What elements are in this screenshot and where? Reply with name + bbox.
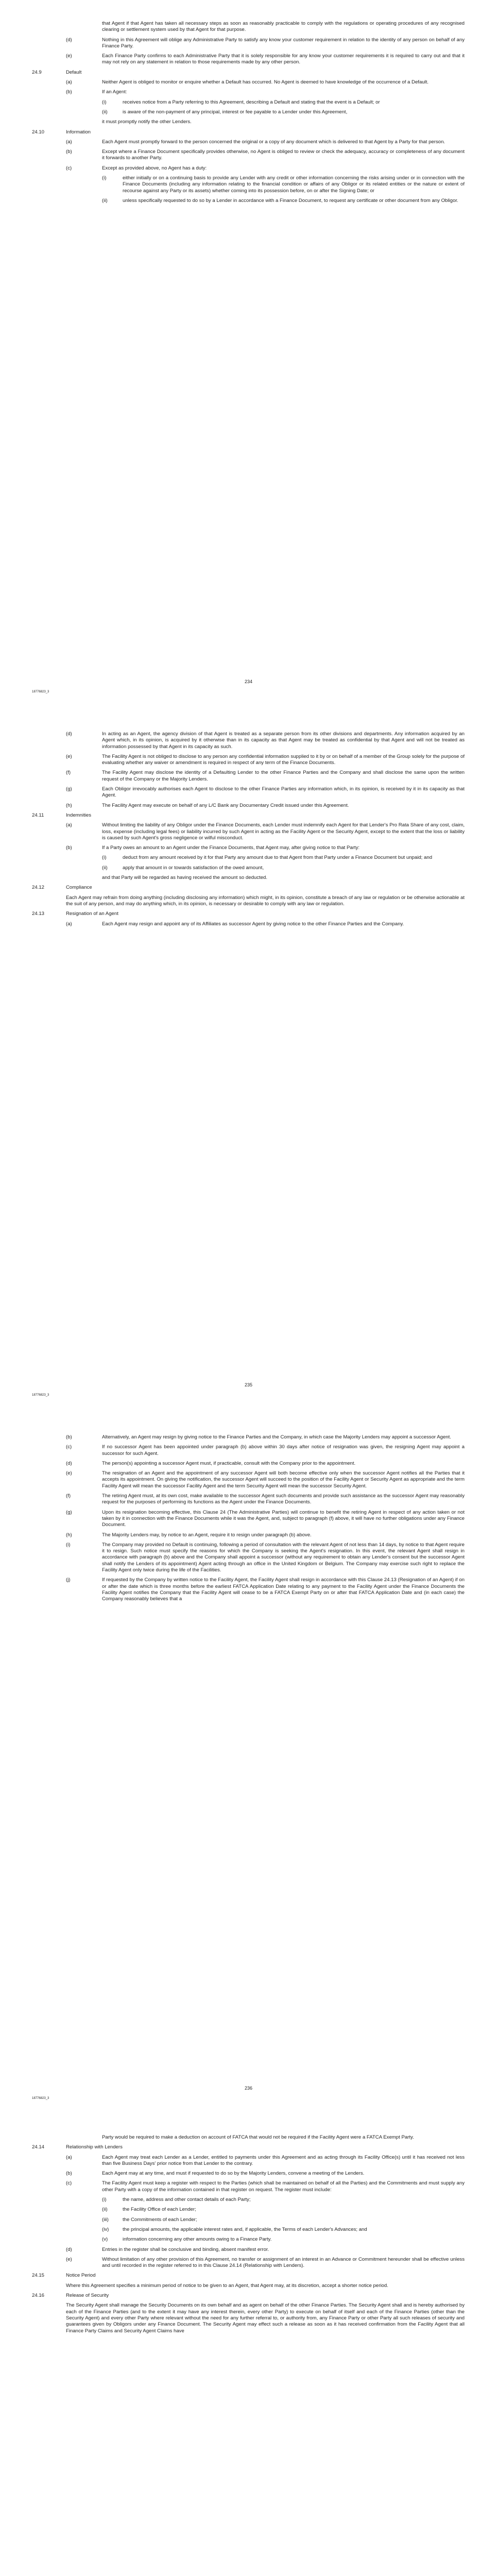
sub-paragraph-item bbox=[32, 2207, 465, 2213]
paragraph-label: (i) bbox=[66, 1541, 71, 1548]
clause-number: 24.14 bbox=[32, 2144, 45, 2150]
paragraph-label: (b) bbox=[66, 845, 72, 851]
paragraph-item bbox=[32, 1434, 465, 1440]
paragraph-label: (e) bbox=[66, 1470, 72, 1477]
paragraph-text: Neither Agent is obliged to monitor or enquire whether a Default has occurred. No Agent is deemed to have knowledge of the occurrence of a Default. bbox=[102, 79, 429, 86]
paragraph-text: The retiring Agent must, at its own cost, make available to the successor Agent such documents and provide such assistance as the successor Agent may reasonably request for the purposes of performing its functions as the Agent under the Finance Documents. bbox=[102, 1493, 465, 1505]
sub-paragraph-item bbox=[32, 2197, 465, 2203]
paragraph-item bbox=[32, 822, 465, 841]
paragraph-label: (g) bbox=[66, 786, 72, 792]
paragraph-item bbox=[32, 149, 465, 162]
paragraph-item bbox=[32, 89, 465, 95]
paragraph-label: (i) bbox=[102, 2197, 107, 2203]
paragraph-item bbox=[32, 1510, 465, 1529]
paragraph-label: (f) bbox=[66, 770, 71, 776]
paragraph-text: The person(s) appointing a successor Agent must, if practicable, consult with the Company prior to the appointment. bbox=[102, 1460, 356, 1466]
paragraph-text: The resignation of an Agent and the appointment of any successor Agent will both become effective only when the successor Agent notifies all the Parties that it accepts its appointment. On giving the notification, the successor Agent will succeed to the position of the Facility Agent or Security Agent as appropriate and the term Facility Agent will mean the successor Facility Agent and the term Security Agent will mean the successor Security Agent. bbox=[102, 1470, 465, 1489]
clause-title: Release of Security bbox=[66, 2293, 109, 2299]
paragraph-label: (e) bbox=[66, 753, 72, 759]
sub-paragraph-item bbox=[32, 2227, 465, 2233]
clause-title: Information bbox=[66, 129, 91, 135]
paragraph-label: (c) bbox=[66, 2180, 72, 2187]
paragraph-label: (ii) bbox=[102, 2207, 108, 2213]
continuation-text: and that Party will be regarded as having received the amount so deducted. bbox=[102, 875, 268, 881]
paragraph-text: In acting as an Agent, the agency division of that Agent is treated as a separate person from its other divisions and departments. Any information acquired by an Agent which, in its opinion, is acquired by it otherwise than in its capacity as that Agent may be treated as confidential by that Agent and will not be treated as information possessed by that Agent in its capacity as such. bbox=[102, 731, 465, 750]
sub-paragraph-item bbox=[32, 855, 465, 861]
clause-number: 24.10 bbox=[32, 129, 45, 135]
paragraph-item bbox=[32, 1461, 465, 1467]
paragraph-label: (iv) bbox=[102, 2226, 109, 2232]
paragraph-text: unless specifically requested to do so by a Lender in accordance with a Finance Document, to request any certificate or other document from any Obligor. bbox=[123, 197, 458, 204]
clause-heading bbox=[32, 2293, 465, 2299]
paragraph-label: (a) bbox=[66, 822, 72, 828]
paragraph-text: apply that amount in or towards satisfaction of the owed amount, bbox=[123, 865, 264, 871]
sub-paragraph-item bbox=[32, 2217, 465, 2223]
continuation-text: it must promptly notify the other Lenders. bbox=[102, 119, 192, 125]
paragraph-text: Except as provided above, no Agent has a duty: bbox=[102, 165, 207, 171]
clause-heading bbox=[32, 129, 465, 135]
paragraph-item bbox=[32, 37, 465, 50]
paragraph-text: The Company may provided no Default is continuing, following a period of consultation with the relevant Agent of not less than 14 days, by notice to that Agent require it to resign. Such notice must specify the reasons for which the Company is seeking the Agent's resignation. In this event, the relevant Agent shall resign in accordance with paragraph (b) above and the Company shall appoint a successor (without any requirement to obtain any Lender's consent but the successor Agent shall notify the Lenders of its appointment) Agent acting through an office in the United Kingdom or Belgium. The Company may exercise such right to replace the Facility Agent only twice during the life of the Facilities. bbox=[102, 1541, 465, 1573]
paragraph-label: (i) bbox=[102, 99, 107, 105]
paragraph-label: (ii) bbox=[102, 109, 108, 115]
clause-title: Compliance bbox=[66, 885, 92, 891]
body-paragraph: The Security Agent shall manage the Security Documents on its own behalf and as agent on behalf of the other Finance Parties. The Security Agent shall and is hereby authorised by each of the Finance Parties (and to the extent it may have any interest therein, every other Party) to execute on behalf of itself and each of the Finance Parties (other than the Security Agent) and every other Party where relevant without the need for any further referral to, or authority from, any Finance Party or other Party all such releases of security and guarantees given by Obligors under any Finance Document. The Security Agent may effect such a release as soon as it has received confirmation from the Facility Agent that all Finance Party Claims and Security Agent Claims have bbox=[66, 2302, 465, 2334]
paragraph-label: (e) bbox=[66, 53, 72, 59]
clause-title: Default bbox=[66, 69, 82, 75]
paragraph-item bbox=[32, 845, 465, 851]
paragraph-label: (b) bbox=[66, 89, 72, 95]
sub-paragraph-item bbox=[32, 109, 465, 115]
sub-paragraph-item bbox=[32, 175, 465, 194]
paragraph-text: Without limiting the liability of any Obligor under the Finance Documents, each Lender must indemnify each Agent for that Lender's Pro Rata Share of any cost, claim, loss, expense (including legal fees) or liability incurred by such Agent in acting as the Facility Agent or the Security Agent, except to the extent that the loss or liability is caused by such Agent's gross negligence or wilful misconduct. bbox=[102, 822, 465, 841]
footer-ref: 18776823_3 bbox=[32, 690, 49, 693]
paragraph-label: (d) bbox=[66, 731, 72, 737]
page-236 bbox=[0, 1406, 497, 2110]
page-234 bbox=[0, 0, 497, 703]
paragraph-label: (a) bbox=[66, 921, 72, 927]
page-body bbox=[32, 1434, 465, 1606]
clause-heading bbox=[32, 885, 465, 891]
paragraph-text: Each Agent must promptly forward to the person concerned the original or a copy of any document which is delivered to that Agent by a Party for that person. bbox=[102, 139, 445, 145]
paragraph-item bbox=[32, 1542, 465, 1573]
paragraph-label: (d) bbox=[66, 37, 72, 43]
paragraph-text: The Majority Lenders may, by notice to an Agent, require it to resign under paragraph (b) above. bbox=[102, 1532, 312, 1538]
clause-number: 24.11 bbox=[32, 812, 44, 818]
paragraph-text: the Commitments of each Lender; bbox=[123, 2216, 197, 2223]
paragraph-text: The Facility Agent must keep a register with respect to the Parties (which shall be maintained on behalf of all the Parties) and the Commitments and must supply any other Party with a copy of the information contained in that register on request. The register must include: bbox=[102, 2180, 465, 2193]
paragraph-label: (a) bbox=[66, 79, 72, 86]
clause-heading bbox=[32, 70, 465, 76]
paragraph-label: (h) bbox=[66, 1532, 72, 1538]
paragraph-label: (c) bbox=[66, 165, 72, 171]
paragraph-item bbox=[32, 2180, 465, 2193]
clause-heading bbox=[32, 812, 465, 819]
clause-number: 24.13 bbox=[32, 911, 45, 917]
clause-title: Resignation of an Agent bbox=[66, 911, 118, 917]
paragraph-label: (iii) bbox=[102, 2216, 109, 2223]
clause-title: Relationship with Lenders bbox=[66, 2144, 123, 2150]
paragraph-label: (f) bbox=[66, 1493, 71, 1499]
paragraph-text: receives notice from a Party referring to this Agreement, describing a Default and stating that the event is a Default; or bbox=[123, 99, 380, 105]
paragraph-item bbox=[32, 770, 465, 783]
clause-number: 24.15 bbox=[32, 2273, 45, 2279]
paragraph-label: (v) bbox=[102, 2236, 108, 2243]
paragraph-label: (e) bbox=[66, 2256, 72, 2262]
paragraph-label: (b) bbox=[66, 2171, 72, 2177]
paragraph-text: the Facility Office of each Lender; bbox=[123, 2207, 196, 2213]
continuation-text: that Agent if that Agent has taken all necessary steps as soon as reasonably practicable to comply with the regulations or operating procedures of any recognised clearing or settlement system used by that Agent for that purpose. bbox=[102, 21, 465, 33]
paragraph-text: either initially or on a continuing basis to provide any Lender with any credit or other information concerning the risks arising under or in connection with the Finance Documents (including any information relating to the financial condition or affairs of any Obligor or its related entities or the nature or extent of recourse against any Party or its assets) whether coming into its possession before, on or after the Signing Date; or bbox=[123, 175, 465, 194]
paragraph-text: deduct from any amount received by it for that Party any amount due to that Agent from that Party under a Finance Document but unpaid; and bbox=[123, 855, 433, 861]
clause-number: 24.16 bbox=[32, 2293, 45, 2299]
paragraph-item bbox=[32, 1532, 465, 1538]
paragraph-label: (ii) bbox=[102, 865, 108, 871]
paragraph-item bbox=[32, 1493, 465, 1506]
paragraph-item bbox=[32, 1444, 465, 1457]
paragraph-label: (a) bbox=[66, 2154, 72, 2160]
sub-paragraph-item bbox=[32, 865, 465, 871]
paragraph-text: Upon its resignation becoming effective, this Clause 24 (The Administrative Parties) will continue to benefit the retiring Agent in respect of any action taken or not taken by it in connection with the Finance Documents while it was the Agent, and, subject to paragraph (f) above, it will have no further obligations under any Finance Document. bbox=[102, 1509, 465, 1528]
paragraph-item bbox=[32, 2247, 465, 2253]
paragraph-text: The Facility Agent is not obliged to disclose to any person any confidential information supplied to it by or on behalf of a member of the Group solely for the purpose of evaluating whether any waiver or amendment is required in respect of any term of the Finance Documents. bbox=[102, 753, 465, 766]
paragraph-label: (ii) bbox=[102, 197, 108, 204]
paragraph-text: Nothing in this Agreement will oblige any Administrative Party to satisfy any know your customer requirement in relation to the identity of any person on behalf of any Finance Party. bbox=[102, 37, 465, 49]
body-paragraph: Where this Agreement specifies a minimum period of notice to be given to an Agent, that Agent may, at its discretion, accept a shorter notice period. bbox=[66, 2282, 388, 2289]
paragraph-label: (g) bbox=[66, 1509, 72, 1515]
continuation-text: Party would be required to make a deduction on account of FATCA that would not be required if the Facility Agent were a FATCA Exempt Party. bbox=[102, 2134, 414, 2140]
paragraph-label: (c) bbox=[66, 1444, 72, 1450]
paragraph-text: Each Obligor irrevocably authorises each Agent to disclose to the other Finance Parties any information which, in its opinion, is received by it in its capacity as that Agent. bbox=[102, 786, 465, 799]
paragraph-text: If no successor Agent has been appointed under paragraph (b) above within 30 days after notice of resignation was given, the resigning Agent may appoint a successor for such Agent. bbox=[102, 1444, 465, 1456]
body-paragraph: Each Agent may refrain from doing anything (including disclosing any information) which might, in its opinion, constitute a breach of any law or regulation or be otherwise actionable at the suit of any person, and may do anything which, in its opinion, is necessary or desirable to comply with any law or regulation. bbox=[66, 894, 465, 907]
paragraph-text: the principal amounts, the applicable interest rates and, if applicable, the Terms of each Lender's Advances; and bbox=[123, 2226, 367, 2232]
paragraph-item bbox=[32, 139, 465, 145]
clause-number: 24.9 bbox=[32, 69, 42, 75]
paragraph-label: (h) bbox=[66, 802, 72, 808]
sub-paragraph-item bbox=[32, 2236, 465, 2243]
paragraph-label: (a) bbox=[66, 139, 72, 145]
paragraph-text: If a Party owes an amount to an Agent under the Finance Documents, that Agent may, after giving notice to that Party: bbox=[102, 845, 360, 851]
paragraph-text: Without limitation of any other provision of this Agreement, no transfer or assignment of an interest in an Advance or Commitment hereunder shall be effective unless and until recorded in the register referred to in this Clause 24.14 (Relationship with Lenders). bbox=[102, 2256, 465, 2269]
paragraph-label: (b) bbox=[66, 149, 72, 155]
paragraph-text: Alternatively, an Agent may resign by giving notice to the Finance Parties and the Company, in which case the Majority Lenders may appoint a successor Agent. bbox=[102, 1434, 451, 1440]
page-235 bbox=[0, 703, 497, 1406]
paragraph-item bbox=[32, 786, 465, 799]
paragraph-item bbox=[32, 1577, 465, 1602]
page-body bbox=[32, 731, 465, 931]
paragraph-text: Entries in the register shall be conclusive and binding, absent manifest error. bbox=[102, 2246, 269, 2252]
paragraph-item bbox=[32, 921, 465, 927]
paragraph-text: the name, address and other contact details of each Party; bbox=[123, 2197, 251, 2203]
clause-title: Indemnities bbox=[66, 812, 92, 818]
clause-title: Notice Period bbox=[66, 2273, 96, 2279]
paragraph-label: (d) bbox=[66, 2246, 72, 2252]
paragraph-text: The Facility Agent may disclose the identity of a Defaulting Lender to the other Finance Parties and the Company and shall disclose the same upon the written request of the Company or the Majority Lenders. bbox=[102, 770, 465, 782]
paragraph-item bbox=[32, 754, 465, 767]
page-body bbox=[32, 2134, 465, 2338]
paragraph-text: information concerning any other amounts owing to a Finance Party. bbox=[123, 2236, 272, 2243]
clause-heading bbox=[32, 2273, 465, 2279]
paragraph-item bbox=[32, 731, 465, 750]
footer-ref: 18776823_3 bbox=[32, 1394, 49, 1397]
paragraph-label: (d) bbox=[66, 1460, 72, 1466]
paragraph-item bbox=[32, 803, 465, 809]
page-number: 235 bbox=[244, 1382, 253, 1387]
paragraph-item bbox=[32, 165, 465, 172]
paragraph-label: (i) bbox=[102, 175, 107, 181]
paragraph-item bbox=[32, 2171, 465, 2177]
page-number: 234 bbox=[244, 679, 253, 684]
paragraph-item bbox=[32, 79, 465, 86]
paragraph-text: Each Agent may resign and appoint any of its Affiliates as successor Agent by giving notice to the other Finance Parties and the Company. bbox=[102, 921, 404, 927]
sub-paragraph-item bbox=[32, 99, 465, 106]
clause-heading bbox=[32, 911, 465, 917]
paragraph-text: If requested by the Company by written notice to the Facility Agent, the Facility Agent shall resign in accordance with this Clause 24.13 (Resignation of an Agent) if on or after the date which is three months before the earliest FATCA Application Date relating to any payment to the Facility Agent under the Finance Documents the Facility Agent notifies the Company that the Facility Agent will cease to be a FATCA Exempt Party on or after that FATCA Application Date and (in each case) the Company reasonably believes that a bbox=[102, 1577, 465, 1602]
page-number: 236 bbox=[244, 2086, 253, 2091]
page-237 bbox=[0, 2110, 497, 2576]
paragraph-item bbox=[32, 1470, 465, 1489]
paragraph-label: (i) bbox=[102, 855, 107, 861]
paragraph-text: If an Agent: bbox=[102, 89, 127, 95]
paragraph-item bbox=[32, 53, 465, 66]
paragraph-label: (j) bbox=[66, 1577, 71, 1583]
paragraph-text: Each Agent may at any time, and must if requested to do so by the Majority Lenders, convene a meeting of the Lenders. bbox=[102, 2171, 365, 2177]
page-body bbox=[32, 21, 465, 208]
clause-number: 24.12 bbox=[32, 885, 45, 891]
paragraph-text: Each Agent may treat each Lender as a Lender, entitled to payments under this Agreement and as acting through its Facility Office(s) until it has received not less than five Business Days' prior notice from that Lender to the contrary. bbox=[102, 2154, 465, 2166]
sub-paragraph-item bbox=[32, 198, 465, 204]
paragraph-text: The Facility Agent may execute on behalf of any L/C Bank any Documentary Credit issued under this Agreement. bbox=[102, 802, 349, 808]
paragraph-label: (b) bbox=[66, 1434, 72, 1440]
footer-ref: 18776823_3 bbox=[32, 2097, 49, 2100]
paragraph-text: Each Finance Party confirms to each Administrative Party that it is solely responsible for any know your customer requirements it is required to carry out and that it may not rely on any statement in relation to those requirements made by any other person. bbox=[102, 53, 465, 65]
clause-heading bbox=[32, 2144, 465, 2150]
paragraph-text: Except where a Finance Document specifically provides otherwise, no Agent is obliged to review or check the adequacy, accuracy or completeness of any document it forwards to another Party. bbox=[102, 149, 465, 161]
paragraph-item bbox=[32, 2257, 465, 2269]
paragraph-text: is aware of the non-payment of any principal, interest or fee payable to a Lender under this Agreement, bbox=[123, 109, 348, 115]
paragraph-item bbox=[32, 2155, 465, 2167]
